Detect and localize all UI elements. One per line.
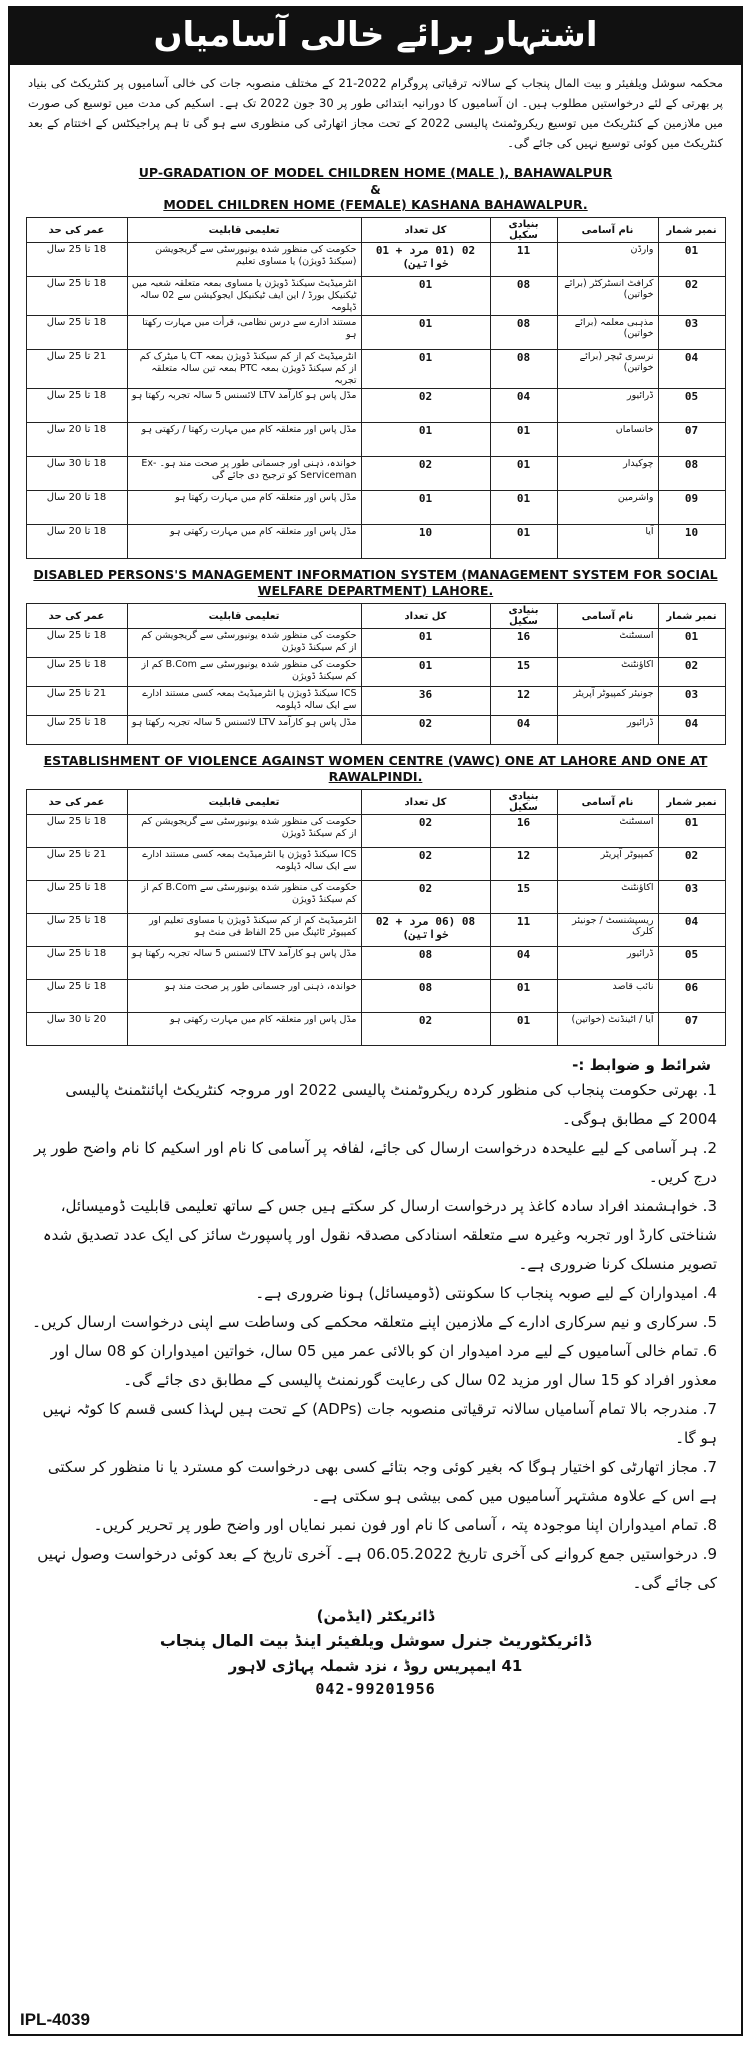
column-header: کل تعداد xyxy=(361,604,490,629)
organization-name: ڈائریکٹوریٹ جنرل سوشل ویلفیئر اینڈ بیت المال پنجاب xyxy=(159,1631,592,1650)
scale-cell: 01 xyxy=(490,457,557,491)
post-cell: اسسٹنٹ xyxy=(557,629,658,658)
age-cell: 20 تا 30 سال xyxy=(26,1013,127,1046)
age-cell: 18 تا 25 سال xyxy=(26,980,127,1013)
serial-cell: 03 xyxy=(658,881,725,914)
count-cell: 01 xyxy=(361,629,490,658)
phone-number: 042-99201956 xyxy=(315,1680,436,1698)
qualification-cell: مڈل پاس اور متعلقہ کام میں مہارت رکھتا ہو xyxy=(127,491,361,525)
table-row xyxy=(26,947,725,980)
advertisement-page xyxy=(8,6,743,2036)
count-cell: 02 xyxy=(361,716,490,745)
table-row xyxy=(26,815,725,848)
conditions-list xyxy=(10,1076,741,1598)
qualification-cell: ICS سیکنڈ ڈویژن یا انٹرمیڈیٹ بمعہ کسی مستند ادارے سے ایک سالہ ڈپلومہ xyxy=(127,848,361,881)
age-cell: 18 تا 25 سال xyxy=(26,389,127,423)
table-row xyxy=(26,716,725,745)
table-row xyxy=(26,687,725,716)
qualification-cell: انٹرمیڈیٹ کم از کم سیکنڈ ڈویژن یا مساوی تعلیم اور کمپیوٹر ٹائپنگ میں 25 الفاظ فی منٹ ہو xyxy=(127,914,361,947)
age-cell: 18 تا 20 سال xyxy=(26,423,127,457)
column-header: تعلیمی قابلیت xyxy=(127,604,361,629)
column-header: نام آسامی xyxy=(557,790,658,815)
condition-item: 4. امیدواران کے لیے صوبہ پنجاب کا سکونتی (ڈومیسائل) ہونا ضروری ہے۔ xyxy=(255,1284,717,1302)
count-cell: 02 xyxy=(361,1013,490,1046)
post-cell: ڈرائیور xyxy=(557,716,658,745)
post-cell: ریسپشنسٹ / جونیئر کلرک xyxy=(557,914,658,947)
scale-cell: 08 xyxy=(490,316,557,350)
count-cell: 01 xyxy=(361,350,490,389)
serial-cell: 09 xyxy=(658,491,725,525)
age-cell: 21 تا 25 سال xyxy=(26,848,127,881)
scale-cell: 01 xyxy=(490,980,557,1013)
table-row xyxy=(26,423,725,457)
serial-cell: 01 xyxy=(658,243,725,277)
table-header-row xyxy=(26,790,725,815)
qualification-cell: حکومت کی منظور شدہ یونیورسٹی سے B.Com کم از کم سیکنڈ ڈویژن xyxy=(127,881,361,914)
column-header: نمبر شمار xyxy=(658,218,725,243)
section1-title-line1: UP-GRADATION OF MODEL CHILDREN HOME (MALE ), BAHAWALPUR xyxy=(138,165,613,180)
age-cell: 18 تا 20 سال xyxy=(26,491,127,525)
scale-cell: 01 xyxy=(490,491,557,525)
table-row xyxy=(26,389,725,423)
age-cell: 18 تا 25 سال xyxy=(26,947,127,980)
scale-cell: 04 xyxy=(490,716,557,745)
qualification-cell: مڈل پاس ہو کارآمد LTV لائسنس 5 سالہ تجربہ رکھتا ہو xyxy=(127,716,361,745)
section1-table xyxy=(26,217,726,559)
scale-cell: 15 xyxy=(490,881,557,914)
post-cell: واشرمین xyxy=(557,491,658,525)
qualification-cell: مستند ادارے سے درس نظامی، قرأت میں مہارت رکھتا ہو xyxy=(127,316,361,350)
age-cell: 18 تا 25 سال xyxy=(26,914,127,947)
qualification-cell: انٹرمیڈیٹ سیکنڈ ڈویژن یا مساوی بمعہ متعلقہ شعبہ میں ٹیکنیکل بورڈ / این ایف ٹیکنیکل ایجوکیشن سے 02 سالہ ڈپلومہ xyxy=(127,277,361,316)
table-row xyxy=(26,525,725,559)
section1-title-line2: MODEL CHILDREN HOME (FEMALE) KASHANA BAHAWALPUR. xyxy=(163,197,588,212)
table-row xyxy=(26,980,725,1013)
condition-item: 5. سرکاری و نیم سرکاری ادارے کے ملازمین اپنے متعلقہ محکمے کی وساطت سے اپنی درخواست ارسال کریں۔ xyxy=(32,1313,717,1331)
serial-cell: 05 xyxy=(658,947,725,980)
scale-cell: 16 xyxy=(490,815,557,848)
section1-rows xyxy=(26,243,725,559)
serial-cell: 04 xyxy=(658,716,725,745)
age-cell: 21 تا 25 سال xyxy=(26,687,127,716)
post-cell: نائب قاصد xyxy=(557,980,658,1013)
count-cell: 08 xyxy=(361,947,490,980)
age-cell: 18 تا 25 سال xyxy=(26,658,127,687)
age-cell: 18 تا 25 سال xyxy=(26,716,127,745)
director-signature: ڈائریکٹر (ایڈمن) xyxy=(316,1607,435,1625)
post-cell: اسسٹنٹ xyxy=(557,815,658,848)
footer xyxy=(10,1604,741,1700)
count-cell: 02 xyxy=(361,815,490,848)
qualification-cell: مڈل پاس اور متعلقہ کام میں مہارت رکھتا / رکھتی ہو xyxy=(127,423,361,457)
count-cell: 02 xyxy=(361,881,490,914)
section2-rows xyxy=(26,629,725,745)
count-cell: 36 xyxy=(361,687,490,716)
qualification-cell: حکومت کی منظور شدہ یونیورسٹی سے B.Com کم از کم سیکنڈ ڈویژن xyxy=(127,658,361,687)
table-row xyxy=(26,881,725,914)
table-header-row xyxy=(26,604,725,629)
count-cell: 01 xyxy=(361,423,490,457)
serial-cell: 07 xyxy=(658,1013,725,1046)
column-header: نمبر شمار xyxy=(658,604,725,629)
scale-cell: 12 xyxy=(490,848,557,881)
serial-cell: 03 xyxy=(658,687,725,716)
qualification-cell: حکومت کی منظور شدہ یونیورسٹی سے گریجویشن کم از کم سیکنڈ ڈویژن xyxy=(127,629,361,658)
column-header: تعلیمی قابلیت xyxy=(127,218,361,243)
scale-cell: 08 xyxy=(490,350,557,389)
section3-table xyxy=(26,789,726,1046)
table-row xyxy=(26,350,725,389)
age-cell: 18 تا 25 سال xyxy=(26,629,127,658)
table-row xyxy=(26,914,725,947)
count-cell: 01 xyxy=(361,316,490,350)
post-cell: ڈرائیور xyxy=(557,947,658,980)
section1-ampersand: & xyxy=(370,183,381,197)
condition-item: 7. مندرجہ بالا تمام آسامیاں سالانہ ترقیاتی منصوبہ جات (ADPs) کے تحت ہیں لہذا کسی قسم کا کوٹہ نہیں ہو گا۔ xyxy=(42,1400,717,1447)
serial-cell: 04 xyxy=(658,350,725,389)
scale-cell: 01 xyxy=(490,1013,557,1046)
intro-paragraph: محکمہ سوشل ویلفیئر و بیت المال پنجاب کے سالانہ ترقیاتی پروگرام 2022-21 کے مختلف منصوبہ جات کی خالی آسامیوں پر کنٹریکٹ کی بنیاد پر بھرتی کے لئے درخواستیں مطلوب ہیں۔ ان آسامیوں کا دورانیہ ابتدائی طور پر 30 جون 2022 تک ہے۔ اسکیم کی مدت میں توسیع کی صورت میں ملازمین کے کنٹریکٹ میں توسیع ریکروٹمنٹ پالیسی 2022 کے تحت مجاز اتھارٹی کی منظوری سے ہو گی تا ہم پراجیکٹس کے اختتام کے بعد کنٹریکٹ میں کوئی توسیع نہیں کی جائے گی۔ xyxy=(28,76,724,150)
condition-item: 6. تمام خالی آسامیوں کے لیے مرد امیدوار ان کو بالائی عمر میں 05 سال، خواتین امیدواران کو 08 سال اور معذور افراد کو 15 سال اور مزید 02 سال کی رعایت گورنمنٹ پالیسی کے مطابق دی جائے گی۔ xyxy=(50,1342,717,1389)
scale-cell: 11 xyxy=(490,243,557,277)
count-cell: 08 xyxy=(361,980,490,1013)
table-row xyxy=(26,658,725,687)
qualification-cell: خواندہ، ذہنی اور جسمانی طور پر صحت مند ہو xyxy=(127,980,361,1013)
section3-title: ESTABLISHMENT OF VIOLENCE AGAINST WOMEN CENTRE (VAWC) ONE AT LAHORE AND ONE AT RAWALPINDI. xyxy=(43,753,708,784)
scale-cell: 01 xyxy=(490,423,557,457)
age-cell: 18 تا 25 سال xyxy=(26,316,127,350)
post-cell: اکاؤنٹنٹ xyxy=(557,881,658,914)
qualification-cell: انٹرمیڈیٹ کم از کم سیکنڈ ڈویژن بمعہ CT یا میٹرک کم از کم سیکنڈ ڈویژن بمعہ PTC بمعہ تین سالہ متعلقہ تجربہ xyxy=(127,350,361,389)
column-header: نمبر شمار xyxy=(658,790,725,815)
serial-cell: 01 xyxy=(658,815,725,848)
condition-item: 1. بھرتی حکومت پنجاب کی منظور کردہ ریکروٹمنٹ پالیسی 2022 اور مروجہ کنٹریکٹ اپائنٹمنٹ پالیسی 2004 کے مطابق ہوگی۔ xyxy=(65,1081,717,1128)
post-cell: نرسری ٹیچر (برائے خواتین) xyxy=(557,350,658,389)
section3-rows xyxy=(26,815,725,1046)
count-cell: 02 xyxy=(361,848,490,881)
condition-item: 9. درخواستیں جمع کروانے کی آخری تاریخ 06.05.2022 ہے۔ آخری تاریخ کے بعد کوئی درخواست وصول نہیں کی جائے گی۔ xyxy=(37,1545,717,1592)
post-cell: اکاؤنٹنٹ xyxy=(557,658,658,687)
count-cell: 02 xyxy=(361,389,490,423)
serial-cell: 06 xyxy=(658,980,725,1013)
serial-cell: 07 xyxy=(658,423,725,457)
age-cell: 21 تا 25 سال xyxy=(26,350,127,389)
column-header: عمر کی حد xyxy=(26,790,127,815)
serial-cell: 02 xyxy=(658,658,725,687)
post-cell: وارڈن xyxy=(557,243,658,277)
age-cell: 18 تا 25 سال xyxy=(26,815,127,848)
conditions-title: شرائط و ضوابط :- xyxy=(572,1056,711,1074)
serial-cell: 02 xyxy=(658,848,725,881)
post-cell: آیا / اٹینڈنٹ (خواتین) xyxy=(557,1013,658,1046)
age-cell: 18 تا 25 سال xyxy=(26,277,127,316)
column-header: کل تعداد xyxy=(361,790,490,815)
qualification-cell: مڈل پاس ہو کارآمد LTV لائسنس 5 سالہ تجربہ رکھتا ہو xyxy=(127,389,361,423)
column-header: بنیادی سکیل xyxy=(490,604,557,629)
scale-cell: 11 xyxy=(490,914,557,947)
count-cell: 01 xyxy=(361,277,490,316)
table-row xyxy=(26,491,725,525)
count-cell: 02 xyxy=(361,457,490,491)
age-cell: 18 تا 25 سال xyxy=(26,881,127,914)
table-row xyxy=(26,848,725,881)
post-cell: آیا xyxy=(557,525,658,559)
condition-item: 2. ہر آسامی کے لیے علیحدہ درخواست ارسال کی جائے، لفافہ پر آسامی کا نام اور اسکیم کا نام واضح طور پر درج کریں۔ xyxy=(34,1139,717,1186)
post-cell: کمپیوٹر آپریٹر xyxy=(557,848,658,881)
scale-cell: 15 xyxy=(490,658,557,687)
scale-cell: 16 xyxy=(490,629,557,658)
count-cell: 10 xyxy=(361,525,490,559)
scale-cell: 12 xyxy=(490,687,557,716)
scale-cell: 01 xyxy=(490,525,557,559)
serial-cell: 02 xyxy=(658,277,725,316)
column-header: عمر کی حد xyxy=(26,604,127,629)
serial-cell: 08 xyxy=(658,457,725,491)
serial-cell: 05 xyxy=(658,389,725,423)
qualification-cell: خواندہ، ذہنی اور جسمانی طور پر صحت مند ہو۔ Ex-Serviceman کو ترجیح دی جائے گی xyxy=(127,457,361,491)
column-header: عمر کی حد xyxy=(26,218,127,243)
post-cell: ڈرائیور xyxy=(557,389,658,423)
table-row xyxy=(26,316,725,350)
column-header: بنیادی سکیل xyxy=(490,790,557,815)
table-row xyxy=(26,629,725,658)
column-header: نام آسامی xyxy=(557,218,658,243)
column-header: تعلیمی قابلیت xyxy=(127,790,361,815)
age-cell: 18 تا 20 سال xyxy=(26,525,127,559)
post-cell: کرافٹ انسٹرکٹر (برائے خواتین) xyxy=(557,277,658,316)
count-cell: 02 (01 مرد + 01 خواتین) xyxy=(361,243,490,277)
column-header: نام آسامی xyxy=(557,604,658,629)
scale-cell: 04 xyxy=(490,389,557,423)
address: 41 ایمپریس روڈ ، نزد شملہ پہاڑی لاہور xyxy=(228,1657,523,1675)
condition-item: 8. تمام امیدواران اپنا موجودہ پتہ ، آسامی کا نام اور فون نمبر نمایاں اور واضح طور پر تحریر کریں۔ xyxy=(93,1516,717,1534)
post-cell: خانساماں xyxy=(557,423,658,457)
serial-cell: 03 xyxy=(658,316,725,350)
column-header: کل تعداد xyxy=(361,218,490,243)
section2-table xyxy=(26,603,726,745)
age-cell: 18 تا 25 سال xyxy=(26,243,127,277)
table-row xyxy=(26,243,725,277)
condition-item: 3. خواہشمند افراد سادہ کاغذ پر درخواست ارسال کر سکتے ہیں جس کے ساتھ تعلیمی قابلیت ڈومیسائل، شناختی کارڈ اور تجربہ وغیرہ سے متعلقہ اسنادکی مصدقہ نقول اور پاسپورٹ سائز کی ایک عدد تصدیق شدہ تصویر منسلک کرنا ضروری ہے۔ xyxy=(42,1197,717,1273)
count-cell: 01 xyxy=(361,658,490,687)
scale-cell: 08 xyxy=(490,277,557,316)
table-row xyxy=(26,457,725,491)
scale-cell: 04 xyxy=(490,947,557,980)
ipl-code: IPL-4039 xyxy=(20,2010,90,2029)
qualification-cell: حکومت کی منظور شدہ یونیورسٹی سے گریجویشن (سیکنڈ ڈویژن) یا مساوی تعلیم xyxy=(127,243,361,277)
count-cell: 01 xyxy=(361,491,490,525)
table-row xyxy=(26,277,725,316)
condition-item: 7. مجاز اتھارٹی کو اختیار ہوگا کہ بغیر کوئی وجہ بتائے کسی بھی درخواست کو مسترد یا نا منظور کر سکتی ہے اس کے علاوہ مشتہر آسامیوں میں کمی بیشی ہو سکتی ہے۔ xyxy=(47,1458,717,1505)
column-header: بنیادی سکیل xyxy=(490,218,557,243)
table-row xyxy=(26,1013,725,1046)
post-cell: چوکیدار xyxy=(557,457,658,491)
section2-title: DISABLED PERSONS'S MANAGEMENT INFORMATION SYSTEM (MANAGEMENT SYSTEM FOR SOCIAL WELFARE DEPARTMENT) LAHORE. xyxy=(33,567,718,598)
qualification-cell: ICS سیکنڈ ڈویژن یا انٹرمیڈیٹ بمعہ کسی مستند ادارے سے ایک سالہ ڈپلومہ xyxy=(127,687,361,716)
serial-cell: 10 xyxy=(658,525,725,559)
count-cell: 08 (06 مرد + 02 خواتین) xyxy=(361,914,490,947)
page-title: اشتہار برائے خالی آسامیاں xyxy=(10,8,741,65)
post-cell: مذہبی معلمہ (برائے خواتین) xyxy=(557,316,658,350)
qualification-cell: مڈل پاس ہو کارآمد LTV لائسنس 5 سالہ تجربہ رکھتا ہو xyxy=(127,947,361,980)
table-header-row xyxy=(26,218,725,243)
qualification-cell: حکومت کی منظور شدہ یونیورسٹی سے گریجویشن کم از کم سیکنڈ ڈویژن xyxy=(127,815,361,848)
qualification-cell: مڈل پاس اور متعلقہ کام میں مہارت رکھتی ہو xyxy=(127,1013,361,1046)
serial-cell: 04 xyxy=(658,914,725,947)
post-cell: جونیئر کمپیوٹر آپریٹر xyxy=(557,687,658,716)
serial-cell: 01 xyxy=(658,629,725,658)
age-cell: 18 تا 30 سال xyxy=(26,457,127,491)
qualification-cell: مڈل پاس اور متعلقہ کام میں مہارت رکھتی ہو xyxy=(127,525,361,559)
